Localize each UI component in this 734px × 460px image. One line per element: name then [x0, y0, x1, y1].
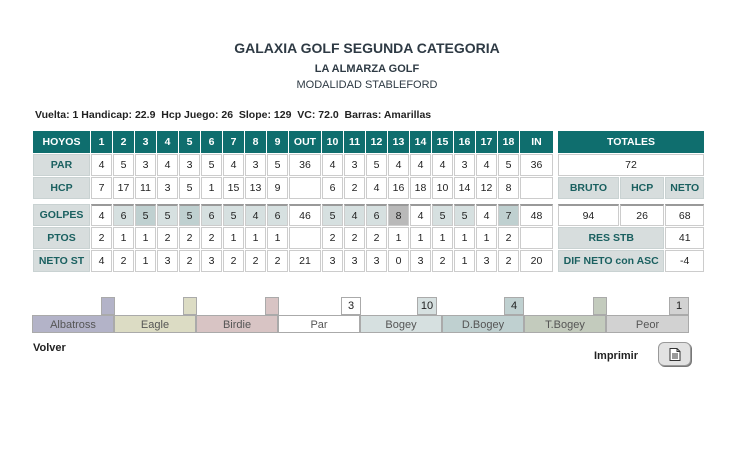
hcp-cell: 13	[245, 177, 266, 199]
golpes-out: 46	[289, 204, 321, 226]
bogey-count: 10	[417, 297, 437, 315]
imprimir-label[interactable]: Imprimir	[594, 350, 639, 362]
game-mode: MODALIDAD STABLEFORD	[296, 79, 438, 91]
hcp-cell: 4	[366, 177, 387, 199]
hole-header: 9	[267, 131, 288, 153]
golpes-cell: 4	[245, 204, 266, 226]
par-cell: 3	[454, 154, 475, 176]
row-label: HCP	[33, 177, 90, 199]
par-cell: 3	[135, 154, 156, 176]
golpes-cell: 4	[344, 204, 365, 226]
legend-albatross: Albatross	[32, 315, 114, 333]
hcp-cell: 15	[223, 177, 244, 199]
par-cell: 4	[410, 154, 431, 176]
par-cell: 5	[201, 154, 222, 176]
neto-row	[33, 250, 704, 272]
print-button[interactable]	[658, 342, 691, 366]
legend-peor: Peor	[606, 315, 689, 333]
course-name: LA ALMARZA GOLF	[314, 63, 420, 75]
golpes-cell: 4	[410, 204, 431, 226]
bruto-value: 94	[558, 204, 619, 226]
hcp-cell: 8	[498, 177, 519, 199]
out-header: OUT	[289, 131, 321, 153]
hole-header: 10	[322, 131, 343, 153]
golpes-cell: 6	[201, 204, 222, 226]
hcp-total-value: 26	[620, 204, 665, 226]
par-cell: 4	[91, 154, 112, 176]
golpes-cell: 5	[157, 204, 178, 226]
legend-dbogey: D.Bogey	[442, 315, 524, 333]
hcp-cell: 10	[432, 177, 453, 199]
par-cell: 3	[179, 154, 200, 176]
par-total: 72	[558, 154, 704, 176]
hole-header: 8	[245, 131, 266, 153]
golpes-cell: 4	[91, 204, 112, 226]
par-in: 36	[520, 154, 553, 176]
golpes-cell: 5	[179, 204, 200, 226]
neto-cell: 1	[454, 250, 475, 272]
golpes-cell: 6	[267, 204, 288, 226]
ptos-cell: 2	[201, 227, 222, 249]
birdie-marker	[265, 297, 279, 315]
golpes-cell: 8	[388, 204, 409, 226]
hcp-cell: 14	[454, 177, 475, 199]
slope-info: Slope: 129	[238, 109, 292, 121]
neto-cell: 3	[322, 250, 343, 272]
par-row	[33, 154, 704, 176]
score-legend	[32, 297, 689, 334]
hcp-cell: 5	[179, 177, 200, 199]
par-cell: 5	[498, 154, 519, 176]
neto-cell: 3	[476, 250, 497, 272]
hole-header: 5	[179, 131, 200, 153]
golpes-cell: 5	[135, 204, 156, 226]
ptos-cell: 1	[267, 227, 288, 249]
legend-eagle: Eagle	[114, 315, 196, 333]
ptos-cell: 1	[476, 227, 497, 249]
legend-par: Par	[278, 315, 360, 333]
golpes-cell: 6	[113, 204, 134, 226]
ptos-cell: 2	[344, 227, 365, 249]
hcp-in	[520, 177, 553, 199]
hole-header: 13	[388, 131, 409, 153]
par-cell: 4	[476, 154, 497, 176]
hcp-cell: 12	[476, 177, 497, 199]
neto-cell: 4	[91, 250, 112, 272]
dbogey-count: 4	[504, 297, 524, 315]
dif-neto-label: DIF NETO con ASC	[558, 250, 664, 272]
legend-tbogey: T.Bogey	[524, 315, 606, 333]
vuelta-info: Vuelta: 1	[35, 109, 79, 121]
ptos-cell: 1	[410, 227, 431, 249]
par-cell: 3	[344, 154, 365, 176]
hcp-total-header: HCP	[620, 177, 665, 199]
legend-bogey: Bogey	[360, 315, 442, 333]
ptos-out	[289, 227, 321, 249]
hole-header: 11	[344, 131, 365, 153]
legend-birdie: Birdie	[196, 315, 278, 333]
ptos-in	[520, 227, 553, 249]
neto-cell: 2	[113, 250, 134, 272]
golpes-row	[33, 204, 704, 226]
neto-cell: 3	[366, 250, 387, 272]
par-cell: 5	[113, 154, 134, 176]
par-cell: 5	[366, 154, 387, 176]
neto-in: 20	[520, 250, 553, 272]
ptos-cell: 2	[179, 227, 200, 249]
hcp-cell: 3	[157, 177, 178, 199]
neto-cell: 2	[223, 250, 244, 272]
ptos-cell: 1	[135, 227, 156, 249]
hole-header: 12	[366, 131, 387, 153]
hole-header: 16	[454, 131, 475, 153]
hole-header: 2	[113, 131, 134, 153]
albatross-marker	[101, 297, 115, 315]
ptos-cell: 2	[322, 227, 343, 249]
res-stb-label: RES STB	[558, 227, 664, 249]
par-cell: 4	[388, 154, 409, 176]
volver-link[interactable]: Volver	[33, 342, 66, 354]
neto-out: 21	[289, 250, 321, 272]
neto-cell: 3	[344, 250, 365, 272]
row-label: PAR	[33, 154, 90, 176]
bruto-header: BRUTO	[558, 177, 619, 199]
neto-cell: 1	[135, 250, 156, 272]
barras-info: Barras: Amarillas	[344, 109, 432, 121]
golpes-cell: 7	[498, 204, 519, 226]
ptos-cell: 1	[223, 227, 244, 249]
ptos-cell: 1	[245, 227, 266, 249]
neto-cell: 3	[157, 250, 178, 272]
hole-header: 1	[91, 131, 112, 153]
ptos-cell: 1	[388, 227, 409, 249]
in-header: IN	[520, 131, 553, 153]
holes-header-row	[33, 131, 704, 153]
hcp-cell: 11	[135, 177, 156, 199]
row-label: GOLPES	[33, 204, 90, 226]
par-cell: 4	[223, 154, 244, 176]
golpes-cell: 4	[476, 204, 497, 226]
par-cell: 4	[432, 154, 453, 176]
golpes-cell: 5	[432, 204, 453, 226]
hcp-cell: 16	[388, 177, 409, 199]
eagle-marker	[183, 297, 197, 315]
hcp-cell: 18	[410, 177, 431, 199]
page-title: GALAXIA GOLF SEGUNDA CATEGORIA	[234, 40, 500, 56]
dif-neto-value: -4	[665, 250, 704, 272]
golpes-cell: 5	[223, 204, 244, 226]
hole-header: 7	[223, 131, 244, 153]
par-cell: 5	[267, 154, 288, 176]
hcp-cell: 1	[201, 177, 222, 199]
hole-header: 3	[135, 131, 156, 153]
hcp-out	[289, 177, 321, 199]
neto-header: NETO	[665, 177, 704, 199]
par-count: 3	[341, 297, 361, 315]
tbogey-marker	[593, 297, 607, 315]
golpes-cell: 6	[366, 204, 387, 226]
ptos-cell: 2	[91, 227, 112, 249]
neto-cell: 3	[410, 250, 431, 272]
hole-header: 18	[498, 131, 519, 153]
neto-value: 68	[665, 204, 704, 226]
ptos-cell: 2	[157, 227, 178, 249]
hole-header: 4	[157, 131, 178, 153]
vc-info: VC: 72.0	[297, 109, 339, 121]
ptos-cell: 2	[366, 227, 387, 249]
par-cell: 3	[245, 154, 266, 176]
hcp-cell: 7	[91, 177, 112, 199]
ptos-row	[33, 227, 704, 249]
handicap-info: Handicap: 22.9	[81, 109, 156, 121]
ptos-cell: 1	[113, 227, 134, 249]
round-info	[35, 109, 431, 121]
ptos-cell: 1	[432, 227, 453, 249]
golpes-in: 48	[520, 204, 553, 226]
golpes-cell: 5	[322, 204, 343, 226]
hcp-row	[33, 177, 704, 199]
neto-cell: 2	[498, 250, 519, 272]
peor-count: 1	[669, 297, 689, 315]
hcp-cell: 17	[113, 177, 134, 199]
neto-cell: 3	[201, 250, 222, 272]
neto-cell: 2	[179, 250, 200, 272]
hole-header: 6	[201, 131, 222, 153]
par-cell: 4	[322, 154, 343, 176]
hoyos-header: HOYOS	[33, 131, 90, 153]
row-label: NETO ST	[33, 250, 90, 272]
neto-cell: 2	[432, 250, 453, 272]
neto-cell: 2	[267, 250, 288, 272]
neto-cell: 2	[245, 250, 266, 272]
ptos-cell: 2	[498, 227, 519, 249]
hcp-cell: 6	[322, 177, 343, 199]
par-cell: 4	[157, 154, 178, 176]
par-out: 36	[289, 154, 321, 176]
hole-header: 17	[476, 131, 497, 153]
hcp-cell: 2	[344, 177, 365, 199]
hcp-juego-info: Hcp Juego: 26	[161, 109, 234, 121]
hole-header: 14	[410, 131, 431, 153]
scorecard-table	[32, 130, 705, 273]
row-label: PTOS	[33, 227, 90, 249]
neto-cell: 0	[388, 250, 409, 272]
hcp-cell: 9	[267, 177, 288, 199]
golpes-cell: 5	[454, 204, 475, 226]
ptos-cell: 1	[454, 227, 475, 249]
hole-header: 15	[432, 131, 453, 153]
totales-header: TOTALES	[558, 131, 704, 153]
document-icon	[669, 348, 681, 361]
res-stb-value: 41	[665, 227, 704, 249]
